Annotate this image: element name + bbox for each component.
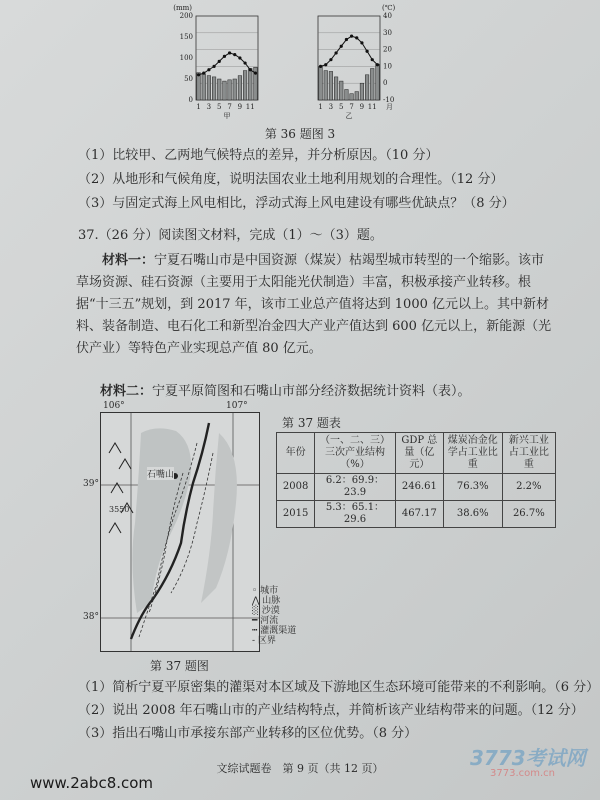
table-cell: 38.6% (443, 501, 502, 528)
table-cell: 467.17 (395, 501, 443, 528)
map-lat-39: 39° (83, 479, 99, 489)
precip-bar (238, 76, 242, 100)
precip-bar (217, 79, 221, 100)
material-one-label: 材料一： (102, 253, 155, 268)
left-axis-tick: 100 (179, 54, 193, 62)
map-channel-label: 3550 (109, 505, 130, 514)
x-axis-tick: 7 (227, 103, 232, 111)
table-cell: 6.2：69.9：23.9 (315, 474, 396, 501)
table-header: （一、二、三）三次产业结构（%） (315, 433, 396, 474)
table-title: 第 37 题表 (282, 416, 341, 430)
precip-bar (223, 81, 227, 100)
q37-sub3: （3）指出石嘴山市承接东部产业转移的区位优势。（8 分） (78, 726, 418, 741)
right-axis-tick: 40 (383, 12, 392, 20)
site-watermark: www.2abc8.com (30, 774, 154, 792)
temp-point (212, 65, 215, 68)
table-37 (276, 432, 556, 528)
temp-point (365, 50, 368, 53)
x-axis-tick: 5 (339, 103, 344, 111)
legend-canal: ┅ 灌溉渠道 (252, 626, 297, 636)
ningxia-map-drawing (101, 413, 259, 651)
map-lon-107: 107° (226, 401, 248, 411)
x-axis-tick: 7 (349, 103, 354, 111)
table-row (277, 501, 556, 528)
chart-label: 甲 (223, 112, 231, 120)
x-axis-tick: 3 (206, 103, 212, 111)
right-axis-tick: 20 (383, 45, 392, 54)
temp-line (321, 36, 378, 66)
precip-bar (207, 76, 211, 100)
temp-point (350, 35, 353, 38)
precip-bar (365, 75, 369, 100)
left-axis-unit: (mm) (173, 4, 192, 12)
q37-heading: 37.（26 分）阅读图文材料，完成（1）～（3）题。 (78, 228, 383, 243)
precip-bar (233, 79, 237, 100)
climate-chart-figure (170, 0, 415, 120)
map-city-shizuishan: 石嘴山 (147, 467, 174, 480)
precip-bar (228, 80, 232, 100)
temp-point (243, 61, 246, 64)
right-axis-tick: 0 (383, 79, 388, 88)
temp-point (329, 58, 332, 61)
material-one-text: 宁夏石嘴山市是中国资源（煤炭）枯竭型城市转型的一个缩影。该市草场资源、硅石资源（主要用于太阳能光伏制造）丰富，积极承接产业转移。根据“十三五”规划，到 2017 年，该市工业总产值将达到 1000 亿元以上。其中新材料、装备制造、电石化工和新型冶金四大产业产值达到 600 亿元以上，新能源（光伏产业）等特色产业实现总产值 80 亿元。 (76, 253, 552, 356)
material-two (100, 384, 471, 400)
x-axis-tick: 9 (237, 103, 243, 111)
precip-bar (202, 74, 206, 100)
temp-point (223, 55, 226, 58)
left-axis-tick: 0 (188, 96, 193, 104)
page-footer: 文综试题卷 第 9 页（共 12 页） (216, 762, 384, 775)
precip-bar (319, 66, 323, 100)
right-axis-tick: 30 (383, 28, 392, 37)
right-axis-unit: (℃) (382, 4, 396, 12)
table-header: 年份 (277, 433, 315, 474)
temp-point (202, 72, 205, 75)
legend-boundary: ‐ 区界 (252, 636, 276, 646)
material-two-label: 材料二： (100, 384, 153, 399)
q37-sub2: （2）说出 2008 年石嘴山市的产业结构特点，并简析该产业结构带来的问题。（12 分） (78, 703, 584, 718)
x-axis-tick: 3 (328, 103, 334, 111)
month-label: 月 (386, 103, 393, 111)
legend-desert: ░ 沙漠 (252, 606, 280, 616)
temp-point (324, 63, 327, 66)
table-cell: 26.7% (502, 501, 555, 528)
precip-bar (350, 94, 354, 100)
legend-city: ◦ 城市 (252, 586, 279, 596)
table-header: 煤炭冶金化学占工业比重 (443, 433, 502, 474)
left-axis-tick: 50 (184, 75, 193, 83)
legend-mountain: ⋀ 山脉 (252, 596, 281, 606)
q36-sub2: （2）从地形和气候角度，说明法国农业土地利用规划的合理性。（12 分） (78, 172, 504, 187)
table-header: GDP 总量（亿元） (395, 433, 443, 474)
precip-bar (355, 92, 359, 100)
precip-bar (345, 90, 349, 101)
temp-point (254, 72, 257, 75)
table-header-row (277, 433, 556, 474)
temp-point (233, 53, 236, 56)
ningxia-map (83, 401, 260, 652)
map-lat-38: 38° (83, 612, 99, 622)
q36-sub1: （1）比较甲、乙两地气候特点的差异，并分析原因。（10 分） (78, 148, 439, 163)
chart-label: 乙 (345, 112, 353, 120)
material-two-text: 宁夏平原简图和石嘴山市部分经济数据统计资料（表）。 (152, 384, 471, 399)
legend-river: ━ 河流 (252, 616, 279, 626)
figure-36-caption: 第 36 题图 3 (264, 127, 336, 141)
temp-point (319, 65, 322, 68)
table-row (277, 474, 556, 501)
precip-bar (360, 83, 364, 100)
climate-chart-jia (173, 4, 258, 120)
table-cell: 246.61 (395, 474, 443, 501)
q37-sub1: （1）简析宁夏平原密集的灌渠对本区域及下游地区生态环境可能带来的不利影响。（6 分） (78, 680, 600, 695)
temp-point (340, 45, 343, 48)
logo-url: 3773.com.cn (490, 768, 555, 779)
temp-point (360, 41, 363, 44)
precip-bar (339, 81, 343, 100)
precip-bar (334, 77, 338, 100)
left-axis-tick: 150 (179, 33, 193, 41)
table-header: 新兴工业占工业比重 (502, 433, 555, 474)
logo-watermark: 3773考试网 (470, 746, 586, 770)
map-legend (252, 586, 312, 646)
precip-bar (329, 71, 333, 100)
right-axis-tick: 10 (383, 62, 392, 71)
temp-point (197, 73, 200, 76)
temp-point (376, 63, 379, 66)
table-cell: 2015 (277, 501, 315, 528)
map-caption: 第 37 题图 (150, 659, 209, 673)
temp-point (345, 38, 348, 41)
x-axis-tick: 9 (359, 103, 365, 111)
climate-chart-yi (318, 4, 396, 120)
table-cell: 76.3% (443, 474, 502, 501)
temp-point (371, 58, 374, 61)
temp-point (355, 36, 358, 39)
left-axis-tick: 200 (179, 12, 193, 20)
right-axis-tick: -10 (383, 96, 395, 104)
temp-point (207, 68, 210, 71)
temp-point (218, 60, 221, 63)
x-axis-tick: 11 (245, 103, 255, 111)
table-cell: 2008 (277, 474, 315, 501)
precip-bar (376, 64, 380, 100)
temp-point (228, 51, 231, 54)
temp-point (334, 51, 337, 54)
map-lon-106: 106° (103, 401, 125, 411)
material-one (76, 250, 554, 360)
precip-bar (370, 69, 374, 101)
precip-bar (197, 73, 201, 100)
precip-bar (212, 77, 216, 100)
temp-point (238, 56, 241, 59)
precip-bar (243, 71, 247, 100)
table-cell: 2.2% (502, 474, 555, 501)
x-axis-tick: 5 (217, 103, 222, 111)
precip-bar (248, 69, 252, 101)
x-axis-tick: 1 (318, 103, 323, 111)
temp-point (249, 68, 252, 71)
precip-bar (324, 71, 328, 100)
table-cell: 5.3：65.1：29.6 (315, 501, 396, 528)
x-axis-tick: 11 (367, 103, 377, 111)
q36-sub3: （3）与固定式海上风电相比，浮动式海上风电建设有哪些优缺点？（8 分） (78, 196, 515, 211)
x-axis-tick: 1 (196, 103, 201, 111)
